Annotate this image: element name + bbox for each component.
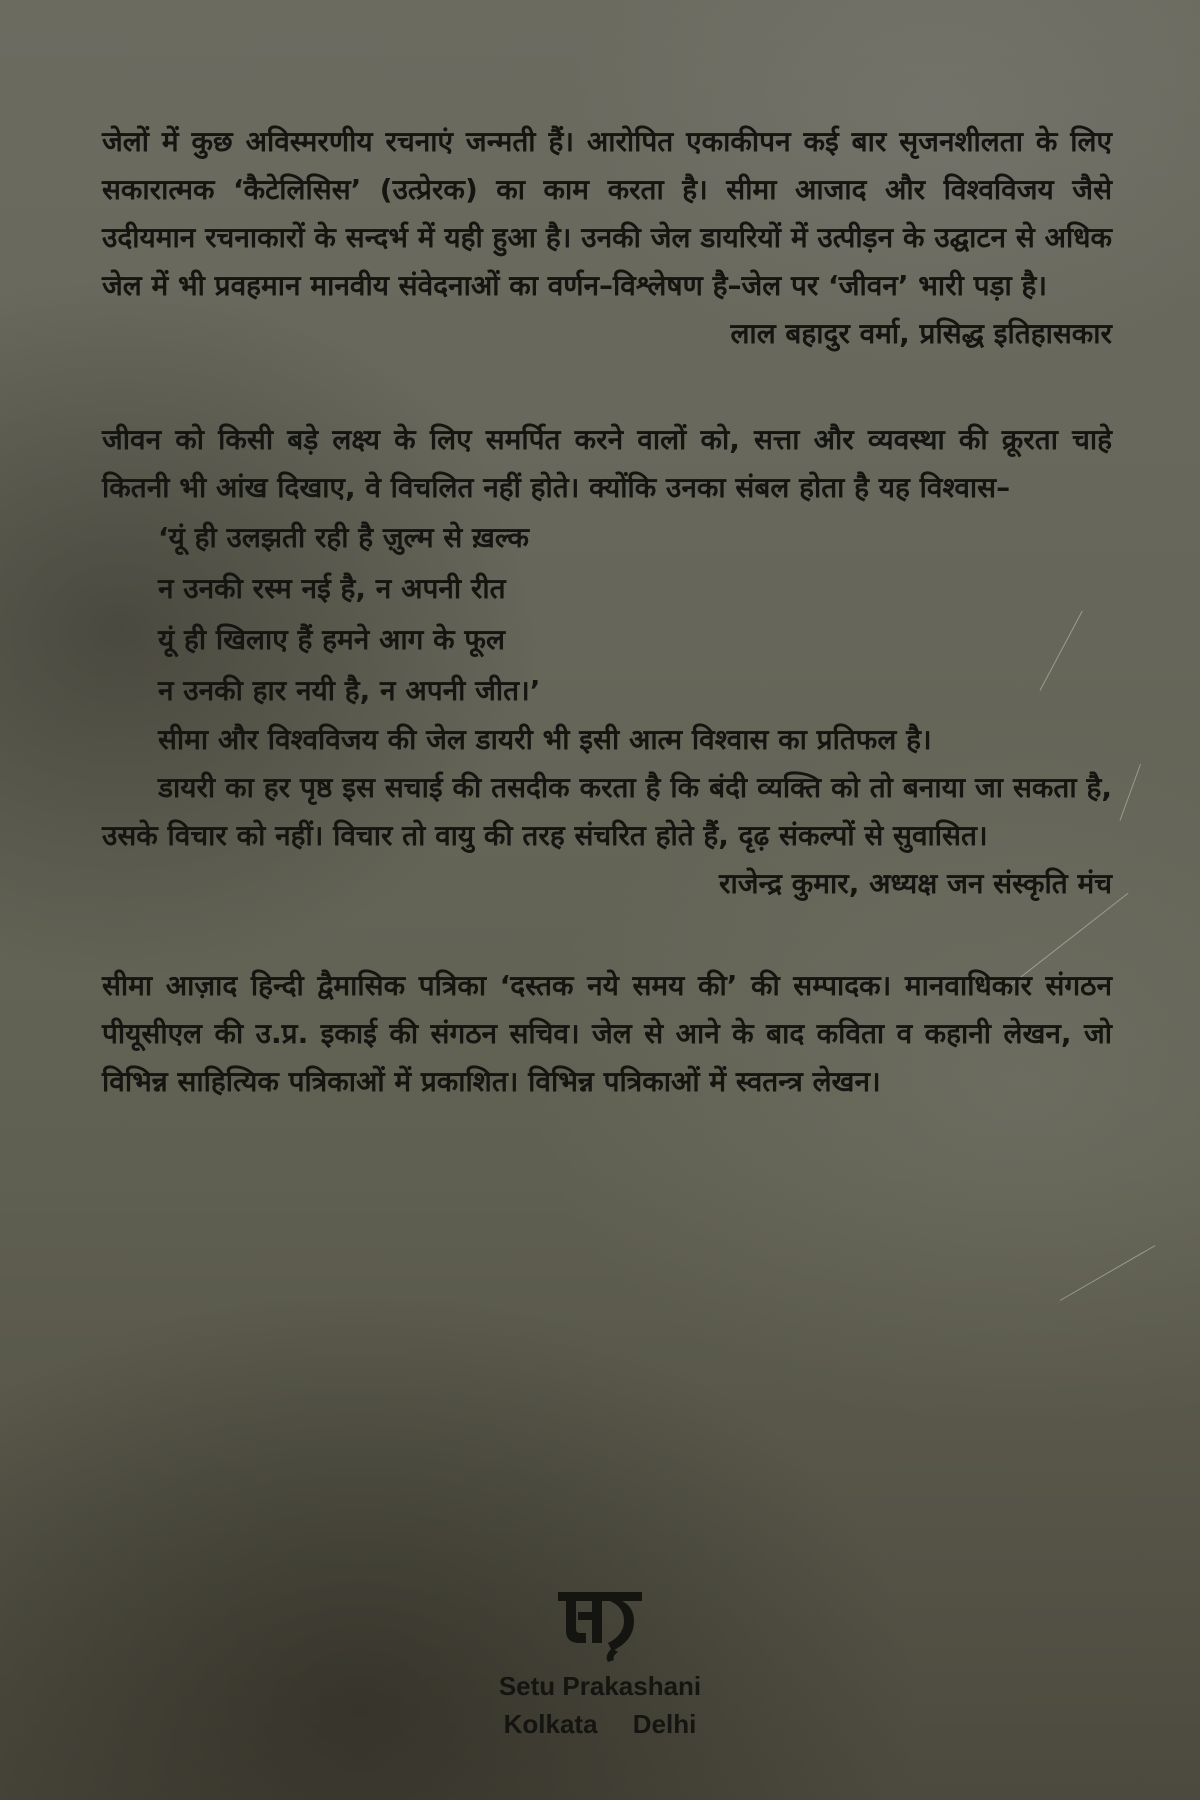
setu-logo-icon [552, 1584, 648, 1664]
verse-quote [158, 512, 1112, 716]
publisher-city-kolkata: Kolkata [503, 1709, 598, 1739]
signature-rajendra-kumar: राजेन्द्र कुमार, अध्यक्ष जन संस्कृति मंच [719, 867, 1112, 900]
verse-line: ‘यूं ही उलझती रही है ज़ुल्म से ख़ल्क [158, 521, 530, 554]
section-spacer [102, 358, 1112, 416]
publisher-block [0, 1584, 1200, 1744]
blurb-paragraph-4: डायरी का हर पृष्ठ इस सचाई की तसदीक करता है कि बंदी व्यक्ति को तो बनाया जा सकता है, उसके विचार को नहीं। विचार तो वायु की तरह संचरित होते हैं, दृढ़ संकल्पों से सुवासित। [102, 771, 1112, 852]
publisher-name: Setu Prakashani [498, 1671, 702, 1701]
blurb-paragraph-1: जेलों में कुछ अविस्मरणीय रचनाएं जन्मती हैं। आरोपित एकाकीपन कई बार सृजनशीलता के लिए सकारात्मक ‘कैटेलिसिस’ (उत्प्रेरक) का काम करता है। सीमा आजाद और विश्वविजय जैसे उदीयमान रचनाकारों के सन्दर्भ में यही हुआ है। उनकी जेल डायरियों में उत्पीड़न के उद्घाटन से अधिक जेल में भी प्रवहमान मानवीय संवेदनाओं का वर्णन–विश्लेषण है–जेल पर ‘जीवन’ भारी पड़ा है। [102, 125, 1112, 302]
verse-line: यूं ही खिलाए हैं हमने आग के फूल [158, 623, 505, 656]
publisher-city-delhi: Delhi [632, 1709, 697, 1739]
author-bio: सीमा आज़ाद हिन्दी द्वैमासिक पत्रिका ‘दस्तक नये समय की’ की सम्पादक। मानवाधिकार संगठन पीयूसीएल की उ.प्र. इकाई की संगठन सचिव। जेल से आने के बाद कविता व कहानी लेखन, जो विभिन्न साहित्यिक पत्रिकाओं में प्रकाशित। विभिन्न पत्रिकाओं में स्वतन्त्र लेखन। [102, 969, 1112, 1098]
blurb-paragraph-2: जीवन को किसी बड़े लक्ष्य के लिए समर्पित करने वालों को, सत्ता और व्यवस्था की क्रूरता चाहे कितनी भी आंख दिखाए, वे विचलित नहीं होते। क्योंकि उनका संबल होता है यह विश्वास– [102, 423, 1112, 504]
publisher-cities [0, 1704, 1200, 1744]
signature-lal-bahadur-varma: लाल बहादुर वर्मा, प्रसिद्ध इतिहासकार [730, 317, 1112, 350]
verse-line: न उनकी रस्म नई है, न अपनी रीत [158, 572, 506, 605]
verse-line: न उनकी हार नयी है, न अपनी जीत।’ [158, 674, 541, 707]
blurb-paragraph-3: सीमा और विश्वविजय की जेल डायरी भी इसी आत्म विश्वास का प्रतिफल है। [158, 723, 932, 756]
blurb-text [102, 118, 1112, 1106]
section-spacer [102, 908, 1112, 962]
